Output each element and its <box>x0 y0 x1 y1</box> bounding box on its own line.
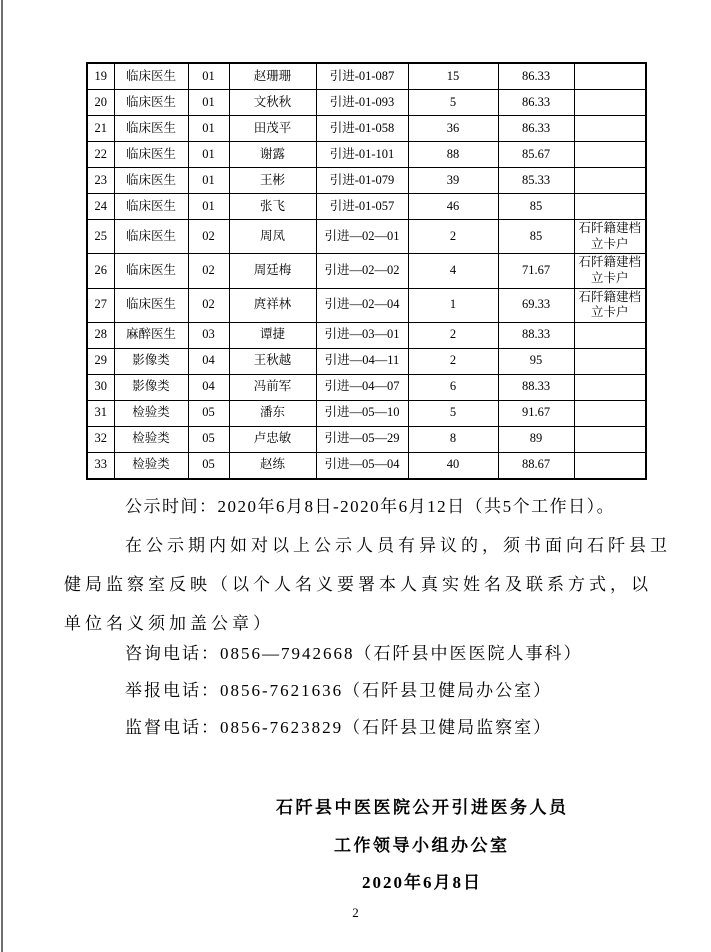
cell-no: 29 <box>87 348 114 374</box>
cell-remark: 石阡籍建档立卡户 <box>574 220 646 254</box>
cell-category: 影像类 <box>114 348 188 374</box>
consult-phone-text: 咨询电话：0856—7942668（石阡县中医医院人事科） <box>125 644 583 663</box>
cell-name: 田茂平 <box>229 116 316 142</box>
cell-name: 王秋越 <box>229 348 316 374</box>
cell-score: 86.33 <box>498 116 574 142</box>
cell-remark <box>574 116 646 142</box>
cell-name: 谢露 <box>229 142 316 168</box>
table-row <box>87 63 646 90</box>
cell-category: 临床医生 <box>114 63 188 90</box>
cell-id: 引进-01-057 <box>316 194 408 220</box>
cell-score: 91.67 <box>498 400 574 426</box>
cell-code: 01 <box>188 194 229 220</box>
cell-count: 40 <box>408 452 498 479</box>
page-number: 2 <box>352 905 359 920</box>
cell-code: 04 <box>188 348 229 374</box>
cell-id: 引进—02—04 <box>316 288 408 322</box>
cell-count: 6 <box>408 374 498 400</box>
cell-remark: 石阡籍建档立卡户 <box>574 288 646 322</box>
cell-id: 引进—03—01 <box>316 322 408 348</box>
table-row <box>87 322 646 348</box>
cell-name: 冯前军 <box>229 374 316 400</box>
cell-name: 周凤 <box>229 220 316 254</box>
cell-category: 检验类 <box>114 452 188 479</box>
cell-category: 麻醉医生 <box>114 322 188 348</box>
cell-no: 31 <box>87 400 114 426</box>
cell-category: 检验类 <box>114 426 188 452</box>
cell-category: 临床医生 <box>114 288 188 322</box>
table-row <box>87 116 646 142</box>
cell-id: 引进—04—07 <box>316 374 408 400</box>
cell-score: 71.67 <box>498 254 574 288</box>
cell-count: 2 <box>408 348 498 374</box>
table-row <box>87 374 646 400</box>
cell-score: 85.67 <box>498 142 574 168</box>
cell-id: 引进—05—29 <box>316 426 408 452</box>
cell-code: 04 <box>188 374 229 400</box>
cell-code: 01 <box>188 142 229 168</box>
cell-score: 85.33 <box>498 168 574 194</box>
cell-category: 检验类 <box>114 400 188 426</box>
cell-score: 69.33 <box>498 288 574 322</box>
cell-id: 引进-01-058 <box>316 116 408 142</box>
cell-no: 20 <box>87 90 114 116</box>
cell-name: 赵珊珊 <box>229 63 316 90</box>
cell-count: 15 <box>408 63 498 90</box>
cell-name: 文秋秋 <box>229 90 316 116</box>
cell-count: 5 <box>408 90 498 116</box>
cell-no: 33 <box>87 452 114 479</box>
cell-id: 引进-01-093 <box>316 90 408 116</box>
cell-no: 25 <box>87 220 114 254</box>
cell-code: 01 <box>188 116 229 142</box>
cell-code: 01 <box>188 168 229 194</box>
cell-id: 引进—05—04 <box>316 452 408 479</box>
publicity-time-text: 公示时间：2020年6月8日-2020年6月12日（共5个工作日）。 <box>125 497 616 516</box>
cell-category: 临床医生 <box>114 254 188 288</box>
report-phone-text: 举报电话：0856-7621636（石阡县卫健局办公室） <box>125 681 553 700</box>
signature-org-line2: 工作领导小组办公室 <box>334 836 510 855</box>
cell-remark <box>574 168 646 194</box>
cell-score: 85 <box>498 194 574 220</box>
objection-text-line3: 单位名义须加盖公章） <box>64 614 274 633</box>
signature-org-line1: 石阡县中医医院公开引进医务人员 <box>276 798 569 817</box>
cell-code: 02 <box>188 288 229 322</box>
cell-no: 30 <box>87 374 114 400</box>
cell-remark <box>574 426 646 452</box>
cell-name: 谭捷 <box>229 322 316 348</box>
cell-count: 8 <box>408 426 498 452</box>
supervise-phone-text: 监督电话：0856-7623829（石阡县卫健局监察室） <box>125 718 553 737</box>
cell-name: 张飞 <box>229 194 316 220</box>
cell-no: 19 <box>87 63 114 90</box>
table-row <box>87 220 646 254</box>
cell-category: 临床医生 <box>114 142 188 168</box>
cell-remark <box>574 63 646 90</box>
table-row <box>87 288 646 322</box>
cell-remark <box>574 348 646 374</box>
cell-code: 03 <box>188 322 229 348</box>
cell-no: 32 <box>87 426 114 452</box>
cell-score: 85 <box>498 220 574 254</box>
table-row <box>87 426 646 452</box>
cell-id: 引进—05—10 <box>316 400 408 426</box>
cell-count: 5 <box>408 400 498 426</box>
cell-no: 24 <box>87 194 114 220</box>
cell-score: 89 <box>498 426 574 452</box>
table-row <box>87 168 646 194</box>
candidates-table-body <box>87 63 646 479</box>
cell-no: 23 <box>87 168 114 194</box>
cell-count: 36 <box>408 116 498 142</box>
cell-score: 88.33 <box>498 322 574 348</box>
table-row <box>87 194 646 220</box>
cell-code: 05 <box>188 400 229 426</box>
cell-name: 潘东 <box>229 400 316 426</box>
cell-remark <box>574 90 646 116</box>
cell-score: 86.33 <box>498 63 574 90</box>
cell-count: 1 <box>408 288 498 322</box>
table-row <box>87 348 646 374</box>
cell-no: 21 <box>87 116 114 142</box>
cell-count: 88 <box>408 142 498 168</box>
table-row <box>87 142 646 168</box>
cell-count: 2 <box>408 220 498 254</box>
cell-category: 临床医生 <box>114 220 188 254</box>
cell-no: 27 <box>87 288 114 322</box>
table-row <box>87 90 646 116</box>
cell-score: 86.33 <box>498 90 574 116</box>
cell-id: 引进—02—01 <box>316 220 408 254</box>
cell-category: 临床医生 <box>114 168 188 194</box>
page-left-edge <box>1 0 3 952</box>
cell-name: 赵练 <box>229 452 316 479</box>
cell-code: 02 <box>188 220 229 254</box>
cell-id: 引进-01-087 <box>316 63 408 90</box>
cell-count: 39 <box>408 168 498 194</box>
cell-remark <box>574 322 646 348</box>
cell-name: 王彬 <box>229 168 316 194</box>
cell-name: 周廷梅 <box>229 254 316 288</box>
cell-remark <box>574 194 646 220</box>
cell-score: 88.67 <box>498 452 574 479</box>
cell-score: 88.33 <box>498 374 574 400</box>
cell-code: 01 <box>188 90 229 116</box>
table-row <box>87 452 646 479</box>
cell-count: 2 <box>408 322 498 348</box>
cell-id: 引进—02—02 <box>316 254 408 288</box>
cell-remark <box>574 452 646 479</box>
candidates-table <box>86 62 647 480</box>
cell-code: 02 <box>188 254 229 288</box>
cell-code: 05 <box>188 452 229 479</box>
cell-remark <box>574 374 646 400</box>
cell-no: 28 <box>87 322 114 348</box>
cell-code: 05 <box>188 426 229 452</box>
cell-no: 22 <box>87 142 114 168</box>
cell-category: 临床医生 <box>114 116 188 142</box>
cell-id: 引进-01-101 <box>316 142 408 168</box>
objection-text-line1: 在公示期内如对以上公示人员有异议的，须书面向石阡县卫 <box>125 536 671 555</box>
cell-id: 引进-01-079 <box>316 168 408 194</box>
cell-remark <box>574 400 646 426</box>
table-row <box>87 254 646 288</box>
objection-text-line2: 健局监察室反映（以个人名义要署本人真实姓名及联系方式，以 <box>64 575 652 594</box>
signature-date: 2020年6月8日 <box>362 873 482 892</box>
cell-category: 临床医生 <box>114 90 188 116</box>
cell-remark: 石阡籍建档立卡户 <box>574 254 646 288</box>
cell-no: 26 <box>87 254 114 288</box>
cell-count: 4 <box>408 254 498 288</box>
cell-remark <box>574 142 646 168</box>
cell-count: 46 <box>408 194 498 220</box>
cell-category: 影像类 <box>114 374 188 400</box>
cell-name: 卢忠敏 <box>229 426 316 452</box>
cell-id: 引进—04—11 <box>316 348 408 374</box>
cell-category: 临床医生 <box>114 194 188 220</box>
table-row <box>87 400 646 426</box>
cell-code: 01 <box>188 63 229 90</box>
cell-name: 庹祥林 <box>229 288 316 322</box>
cell-score: 95 <box>498 348 574 374</box>
